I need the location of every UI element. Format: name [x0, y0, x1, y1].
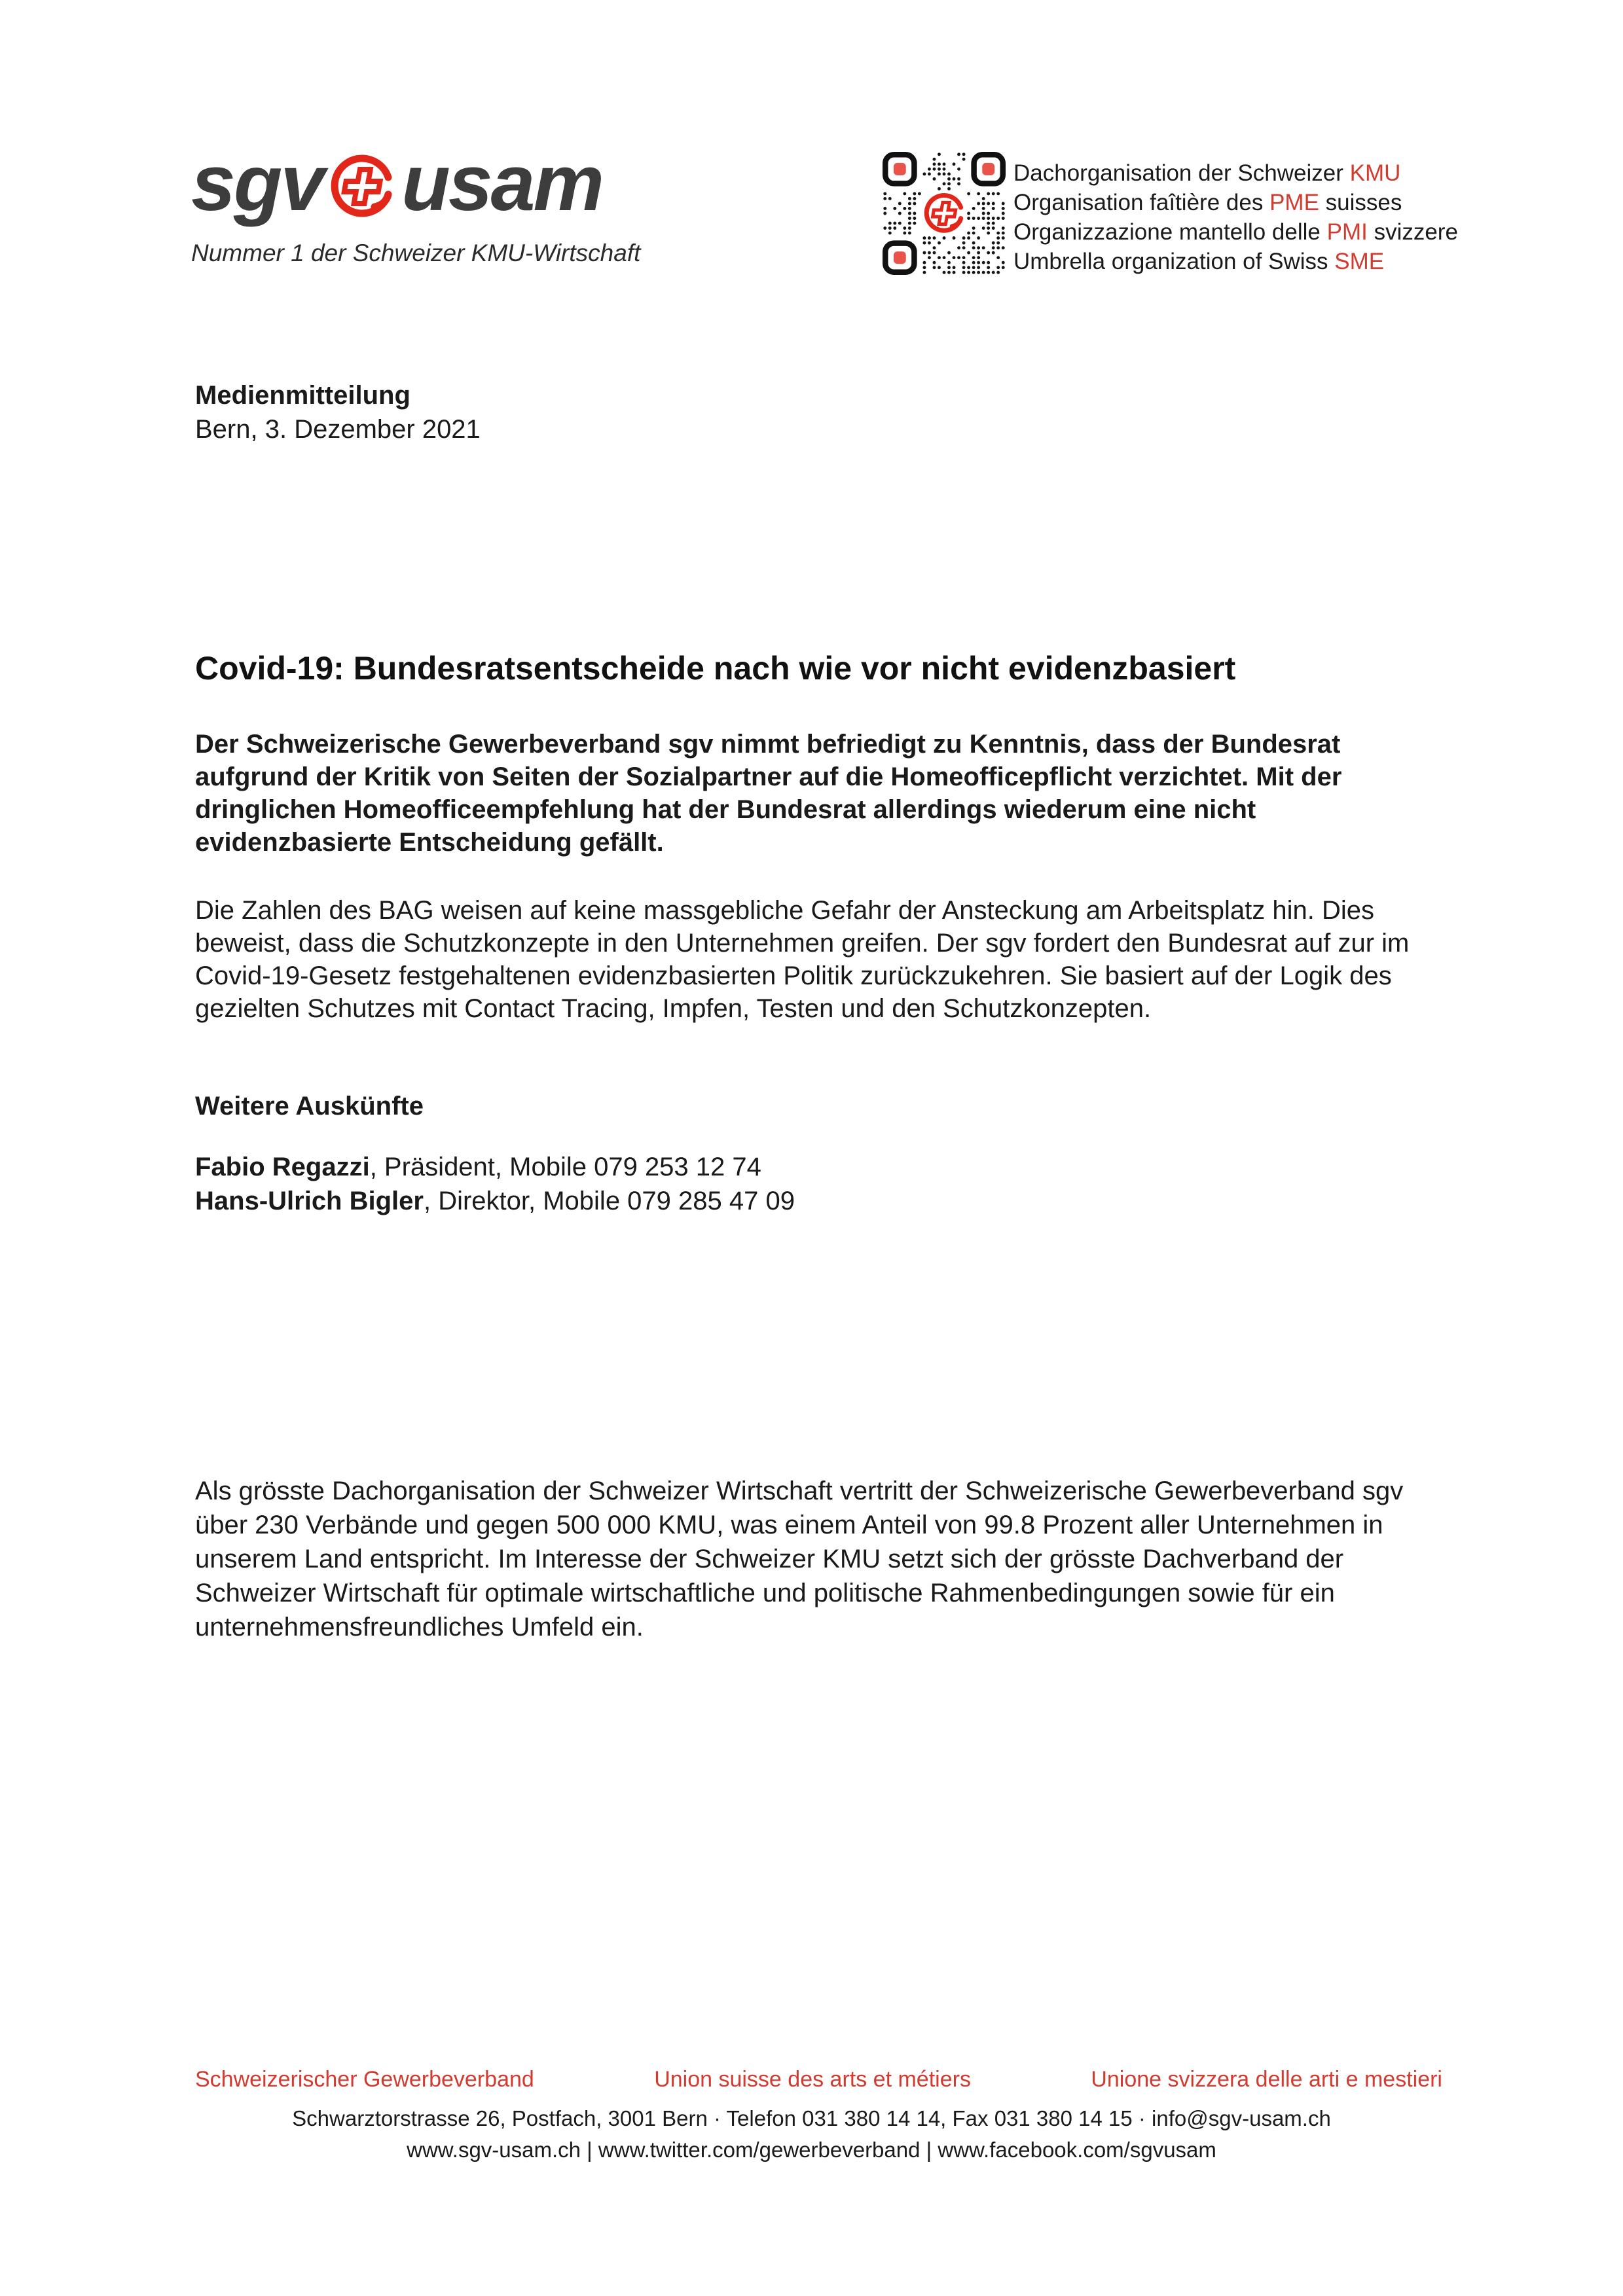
contact-president [195, 1150, 1446, 1184]
org-line-en-accent: SME [1334, 249, 1385, 274]
footer-org-names [195, 2067, 1442, 2092]
contact-director-name: Hans-Ulrich Bigler [195, 1187, 424, 1215]
org-line-fr-accent: PME [1269, 190, 1319, 215]
footer-org-fr: Union suisse des arts et métiers [654, 2067, 971, 2092]
org-line-fr-text: Organisation faîtière des [1013, 190, 1270, 215]
contact-president-name: Fabio Regazzi [195, 1153, 370, 1181]
org-line-en-text: Umbrella organization of Swiss [1013, 249, 1335, 274]
footer-org-it: Unione svizzera delle arti e mestieri [1091, 2067, 1442, 2092]
contact-president-details: , Präsident, Mobile 079 253 12 74 [369, 1153, 761, 1181]
swiss-cross-at-icon [329, 154, 395, 219]
contact-director [195, 1184, 1446, 1218]
qr-code [883, 152, 1006, 275]
org-line-fr [1013, 188, 1458, 217]
logo-word-sgv: sgv [191, 138, 323, 227]
body-paragraph: Die Zahlen des BAG weisen auf keine massgebliche Gefahr der Ansteckung am Arbeitsplatz hin. Dies beweist, dass die Schutzkonzepte in den Unternehmen greifen. Der sgv fordert den Bundesrat auf zur im Covid-19-Gesetz festgehaltenen evidenzbasierten Politik zurückzukehren. Sie basiert auf der Logik des gezielten Schutzes mit Contact Tracing, Impfen, Testen und den Schutzkonzepten. [195, 896, 1410, 1023]
footer-org-de: Schweizerischer Gewerbeverband [195, 2067, 534, 2092]
qr-code-image [883, 152, 1006, 275]
contacts-section [195, 1092, 1446, 1218]
org-line-it-text: Organizzazione mantello delle [1013, 219, 1327, 245]
logo-tagline: Nummer 1 der Schweizer KMU-Wirtschaft [191, 240, 641, 266]
document-meta [195, 378, 481, 446]
org-line-it-post: svizzere [1367, 219, 1458, 245]
org-line-it-accent: PMI [1326, 219, 1368, 245]
sgv-usam-logo [191, 138, 641, 267]
org-line-en [1013, 247, 1458, 276]
document-type: Medienmitteilung [195, 381, 410, 410]
contact-director-details: , Direktor, Mobile 079 285 47 09 [423, 1187, 795, 1215]
contacts-heading: Weitere Auskünfte [195, 1092, 424, 1121]
org-line-it [1013, 217, 1458, 247]
lead-paragraph: Der Schweizerische Gewerbeverband sgv nimmt befriedigt zu Kenntnis, dass der Bundesrat aufgrund der Kritik von Seiten der Sozialpartner auf die Homeofficepflicht verzichtet. Mit der dringlichen Homeofficeempfehlung hat der Bundesrat allerdings wiederum eine nicht evidenzbasierte Entscheidung gefällt. [195, 730, 1342, 857]
org-line-fr-post: suisses [1319, 190, 1402, 215]
org-line-de-text: Dachorganisation der Schweizer [1013, 160, 1350, 186]
page-title: Covid-19: Bundesratsentscheide nach wie vor nicht evidenzbasiert [195, 649, 1236, 687]
boilerplate-paragraph: Als grösste Dachorganisation der Schweizer Wirtschaft vertritt der Schweizerische Gewerbeverband sgv über 230 Verbände und gegen 500 000 KMU, was einem Anteil von 99.8 Prozent aller Unternehmen in unserem Land entspricht. Im Interesse der Schweizer KMU setzt sich der grösste Dachverband der Schweizer Wirtschaft für optimale wirtschaftliche und politische Rahmenbedingungen sowie für ein unternehmensfreundliches Umfeld ein. [195, 1477, 1404, 1641]
footer-address-line: Schwarztorstrasse 26, Postfach, 3001 Bern · Telefon 031 380 14 14, Fax 031 380 14 15 · info@sgv-usam.ch [292, 2106, 1331, 2130]
dateline: Bern, 3. Dezember 2021 [195, 415, 481, 444]
logo-word-usam: usam [401, 138, 602, 227]
org-names-block [1013, 158, 1458, 276]
org-line-de-accent: KMU [1349, 160, 1401, 186]
footer-links-line: www.sgv-usam.ch | www.twitter.com/gewerbeverband | www.facebook.com/sgvusam [407, 2138, 1216, 2162]
org-line-de [1013, 158, 1458, 188]
